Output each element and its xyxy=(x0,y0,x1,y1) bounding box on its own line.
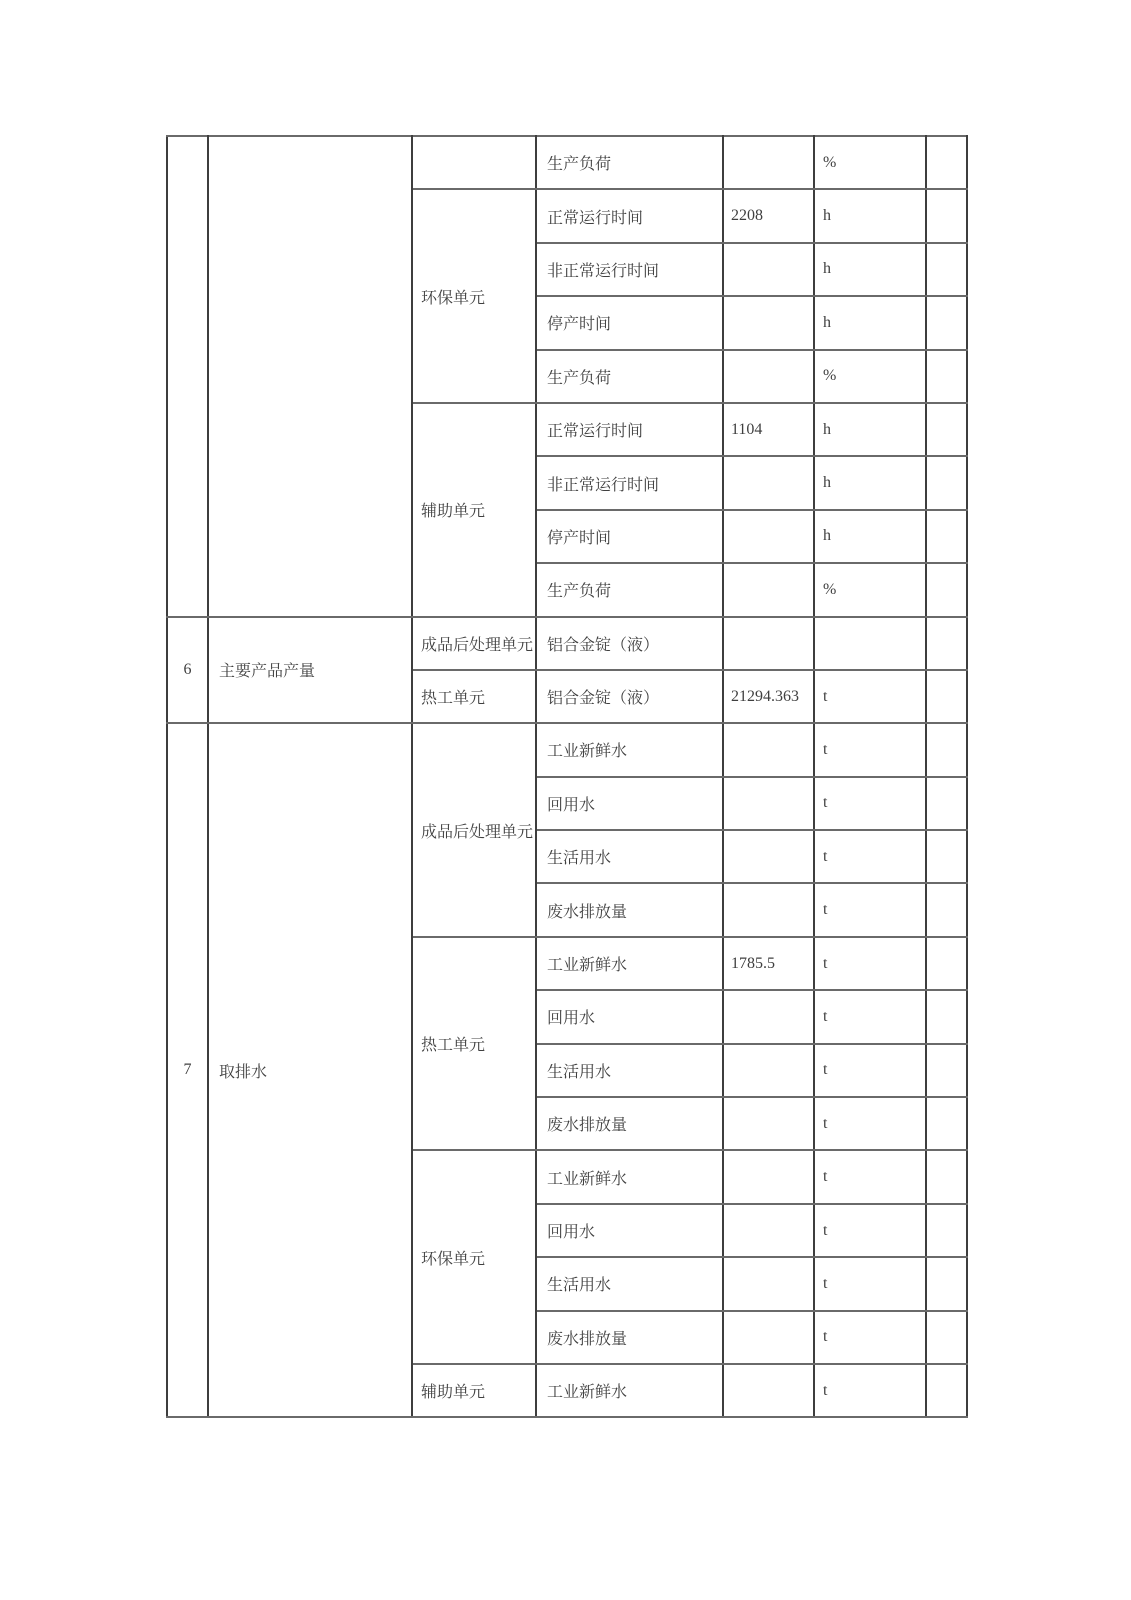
value-cell xyxy=(723,1044,814,1097)
unit-group-cell: 热工单元 xyxy=(412,937,536,1151)
table-row xyxy=(167,136,967,189)
value-cell: 1104 xyxy=(723,403,814,456)
value-cell xyxy=(723,296,814,349)
unit-cell: h xyxy=(814,189,926,242)
item-cell: 工业新鲜水 xyxy=(536,1364,723,1417)
item-cell: 停产时间 xyxy=(536,296,723,349)
unit-group-cell: 成品后处理单元 xyxy=(412,723,536,937)
value-cell xyxy=(723,1364,814,1417)
unit-cell: t xyxy=(814,1364,926,1417)
value-cell xyxy=(723,990,814,1043)
value-cell xyxy=(723,777,814,830)
value-cell xyxy=(723,723,814,776)
unit-group-cell: 成品后处理单元 xyxy=(412,617,536,670)
item-cell: 回用水 xyxy=(536,777,723,830)
extra-cell xyxy=(926,563,967,616)
row-number-cell: 7 xyxy=(167,723,208,1417)
table-row xyxy=(167,723,967,776)
unit-cell: h xyxy=(814,456,926,509)
item-cell: 工业新鲜水 xyxy=(536,723,723,776)
unit-cell: t xyxy=(814,1150,926,1203)
item-cell: 废水排放量 xyxy=(536,1097,723,1150)
unit-cell: h xyxy=(814,243,926,296)
unit-cell: t xyxy=(814,830,926,883)
extra-cell xyxy=(926,1257,967,1310)
row-number-cell xyxy=(167,136,208,617)
extra-cell xyxy=(926,403,967,456)
category-cell: 取排水 xyxy=(208,723,412,1417)
unit-cell: t xyxy=(814,937,926,990)
extra-cell xyxy=(926,1150,967,1203)
unit-cell: h xyxy=(814,403,926,456)
item-cell: 工业新鲜水 xyxy=(536,937,723,990)
value-cell xyxy=(723,136,814,189)
unit-cell: % xyxy=(814,350,926,403)
unit-group-cell: 辅助单元 xyxy=(412,1364,536,1417)
extra-cell xyxy=(926,350,967,403)
value-cell: 1785.5 xyxy=(723,937,814,990)
extra-cell xyxy=(926,1364,967,1417)
item-cell: 正常运行时间 xyxy=(536,403,723,456)
item-cell: 工业新鲜水 xyxy=(536,1150,723,1203)
unit-group-cell: 环保单元 xyxy=(412,189,536,403)
unit-cell xyxy=(814,617,926,670)
item-cell: 生产负荷 xyxy=(536,136,723,189)
category-cell xyxy=(208,136,412,617)
item-cell: 生活用水 xyxy=(536,1044,723,1097)
value-cell: 2208 xyxy=(723,189,814,242)
item-cell: 废水排放量 xyxy=(536,883,723,936)
item-cell: 生活用水 xyxy=(536,1257,723,1310)
unit-cell: t xyxy=(814,990,926,1043)
unit-cell: t xyxy=(814,1097,926,1150)
item-cell: 铝合金锭（液） xyxy=(536,617,723,670)
unit-cell: t xyxy=(814,777,926,830)
value-cell xyxy=(723,1204,814,1257)
item-cell: 生产负荷 xyxy=(536,350,723,403)
value-cell xyxy=(723,456,814,509)
extra-cell xyxy=(926,189,967,242)
value-cell xyxy=(723,1311,814,1364)
unit-group-cell: 热工单元 xyxy=(412,670,536,723)
extra-cell xyxy=(926,1311,967,1364)
item-cell: 回用水 xyxy=(536,990,723,1043)
unit-cell: t xyxy=(814,670,926,723)
row-number-cell: 6 xyxy=(167,617,208,724)
report-table-body xyxy=(167,136,967,1417)
value-cell xyxy=(723,563,814,616)
unit-group-cell xyxy=(412,136,536,189)
item-cell: 铝合金锭（液） xyxy=(536,670,723,723)
unit-cell: t xyxy=(814,883,926,936)
extra-cell xyxy=(926,136,967,189)
unit-cell: % xyxy=(814,563,926,616)
extra-cell xyxy=(926,723,967,776)
unit-cell: h xyxy=(814,510,926,563)
value-cell xyxy=(723,350,814,403)
unit-group-cell: 环保单元 xyxy=(412,1150,536,1364)
unit-cell: t xyxy=(814,1044,926,1097)
extra-cell xyxy=(926,296,967,349)
value-cell: 21294.363 xyxy=(723,670,814,723)
item-cell: 生产负荷 xyxy=(536,563,723,616)
item-cell: 废水排放量 xyxy=(536,1311,723,1364)
extra-cell xyxy=(926,830,967,883)
value-cell xyxy=(723,1150,814,1203)
item-cell: 非正常运行时间 xyxy=(536,243,723,296)
table-row xyxy=(167,617,967,670)
unit-cell: h xyxy=(814,296,926,349)
category-cell: 主要产品产量 xyxy=(208,617,412,724)
item-cell: 生活用水 xyxy=(536,830,723,883)
value-cell xyxy=(723,617,814,670)
extra-cell xyxy=(926,243,967,296)
extra-cell xyxy=(926,617,967,670)
value-cell xyxy=(723,510,814,563)
value-cell xyxy=(723,830,814,883)
value-cell xyxy=(723,1097,814,1150)
unit-group-cell: 辅助单元 xyxy=(412,403,536,617)
unit-cell: t xyxy=(814,723,926,776)
extra-cell xyxy=(926,456,967,509)
extra-cell xyxy=(926,990,967,1043)
unit-cell: % xyxy=(814,136,926,189)
item-cell: 非正常运行时间 xyxy=(536,456,723,509)
extra-cell xyxy=(926,937,967,990)
unit-cell: t xyxy=(814,1204,926,1257)
value-cell xyxy=(723,1257,814,1310)
extra-cell xyxy=(926,777,967,830)
unit-cell: t xyxy=(814,1311,926,1364)
extra-cell xyxy=(926,1204,967,1257)
item-cell: 正常运行时间 xyxy=(536,189,723,242)
extra-cell xyxy=(926,670,967,723)
report-table xyxy=(166,135,968,1418)
extra-cell xyxy=(926,510,967,563)
value-cell xyxy=(723,243,814,296)
item-cell: 回用水 xyxy=(536,1204,723,1257)
extra-cell xyxy=(926,1044,967,1097)
item-cell: 停产时间 xyxy=(536,510,723,563)
extra-cell xyxy=(926,1097,967,1150)
extra-cell xyxy=(926,883,967,936)
value-cell xyxy=(723,883,814,936)
unit-cell: t xyxy=(814,1257,926,1310)
